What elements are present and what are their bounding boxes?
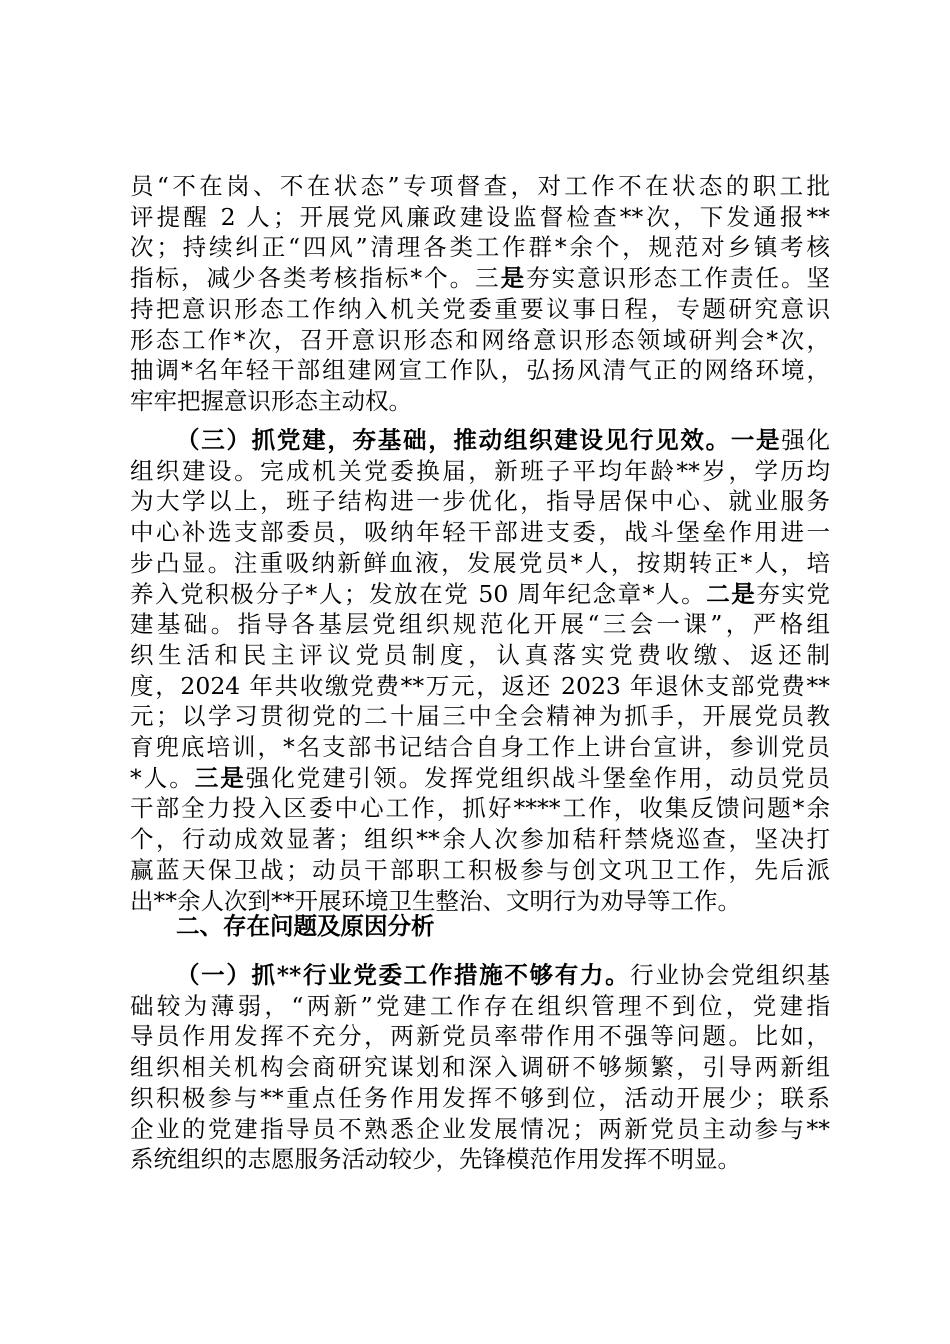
bold-text: 二是 bbox=[706, 579, 757, 608]
text-run: 抽调*名年轻干部组建网宣工作队，弘扬风清气正的网络环境， bbox=[130, 356, 830, 385]
text-run: 织生活和民主评议党员制度，认真落实党费收缴、返还制 bbox=[130, 640, 830, 669]
text-run: 夯实党 bbox=[756, 579, 831, 608]
text-line bbox=[130, 793, 830, 823]
text-run: 次；持续纠正“四风”清理各类工作群*余个，规范对乡镇考核 bbox=[130, 233, 830, 262]
text-line bbox=[130, 991, 830, 1021]
text-run: 中心补选支部委员，吸纳年轻干部进支委，战斗堡垒作用进一 bbox=[130, 518, 830, 547]
text-run: 行业协会党组织基 bbox=[630, 961, 831, 989]
text-line bbox=[130, 456, 830, 486]
text-run: 出**余人次到**开展环境卫生整治、文明行为劝导等工作。 bbox=[130, 886, 741, 915]
text-line bbox=[130, 1144, 830, 1174]
bold-text: （三）抓党建，夯基础，推动组织建设见行见效。一是 bbox=[176, 426, 782, 454]
section-heading-problems: 二、存在问题及原因分析 bbox=[176, 912, 435, 940]
text-run: 步凸显。注重吸纳新鲜血液，发展党员*人，按期转正*人，培 bbox=[130, 548, 830, 577]
text-line bbox=[130, 294, 830, 324]
text-run: 牢牢把握意识形态主动权。 bbox=[130, 386, 412, 415]
text-line bbox=[176, 425, 830, 455]
text-line bbox=[130, 1083, 830, 1113]
text-run: 养入党积极分子*人；发放在党 50 周年纪念章*人。 bbox=[130, 579, 707, 608]
text-run: 导员作用发挥不充分，两新党员率带作用不强等问题。比如， bbox=[130, 1022, 830, 1051]
text-line bbox=[130, 325, 830, 355]
text-line bbox=[130, 486, 830, 516]
text-line bbox=[130, 232, 830, 262]
bold-text: （一）抓**行业党委工作措施不够有力。 bbox=[176, 961, 631, 989]
text-run: 织积极参与**重点任务作用发挥不够到位，活动开展少；联系 bbox=[130, 1083, 830, 1112]
bold-text: 三是 bbox=[194, 763, 246, 792]
text-run: 础较为薄弱，“两新”党建工作存在组织管理不到位，党建指 bbox=[130, 991, 830, 1020]
text-run: 为大学以上，班子结构进一步优化，指导居保中心、就业服务 bbox=[130, 487, 830, 516]
text-run: 夯实意识形态工作责任。坚 bbox=[526, 264, 831, 293]
text-run: 企业的党建指导员不熟悉企业发展情况；两新党员主动参与** bbox=[130, 1114, 830, 1143]
text-line bbox=[130, 517, 830, 547]
text-line bbox=[130, 1114, 830, 1144]
text-line bbox=[130, 671, 830, 701]
bold-text: 是 bbox=[500, 264, 527, 293]
text-run: 员“不在岗、不在状态”专项督查，对工作不在状态的职工批 bbox=[130, 172, 830, 200]
text-run: *人。 bbox=[130, 763, 195, 792]
text-line bbox=[130, 640, 830, 670]
text-line bbox=[130, 701, 830, 731]
text-line bbox=[130, 1021, 830, 1051]
text-run: 度，2024 年共收缴党费**万元，返还 2023 年退休支部党费** bbox=[130, 671, 830, 700]
text-run: 组织建设。完成机关党委换届，新班子平均年龄**岁，学历均 bbox=[130, 456, 830, 485]
text-line bbox=[130, 171, 830, 201]
text-run: 指标，减少各类考核指标*个。三 bbox=[130, 264, 501, 293]
text-run: 赢蓝天保卫战；动员干部职工积极参与创文巩卫工作，先后派 bbox=[130, 855, 830, 884]
text-line bbox=[176, 960, 830, 990]
text-line bbox=[130, 1052, 830, 1082]
text-run: 强化 bbox=[781, 426, 831, 454]
text-run: 育兜底培训，*名支部书记结合自身工作上讲台宣讲，参训党员 bbox=[130, 733, 830, 761]
text-run: 个，行动成效显著；组织**余人次参加秸秆禁烧巡查，坚决打 bbox=[130, 825, 830, 854]
text-run: 干部全力投入区委中心工作，抓好****工作，收集反馈问题*余 bbox=[130, 794, 830, 823]
text-line bbox=[130, 609, 830, 639]
text-line bbox=[130, 202, 830, 232]
text-line bbox=[130, 386, 830, 416]
text-run: 持把意识形态工作纳入机关党委重要议事日程，专题研究意识 bbox=[130, 294, 830, 323]
text-line bbox=[130, 763, 830, 793]
text-line bbox=[130, 548, 830, 578]
text-run: 组织相关机构会商研究谋划和深入调研不够频繁，引导两新组 bbox=[130, 1053, 830, 1082]
text-line bbox=[130, 579, 830, 609]
text-run: 形态工作*次，召开意识形态和网络意识形态领域研判会*次， bbox=[130, 325, 830, 354]
text-line bbox=[130, 732, 830, 762]
text-run: 元；以学习贯彻党的二十届三中全会精神为抓手，开展党员教 bbox=[130, 702, 830, 731]
text-line bbox=[130, 263, 830, 293]
text-line bbox=[130, 855, 830, 885]
text-line bbox=[130, 355, 830, 385]
text-line bbox=[130, 824, 830, 854]
text-run: 评提醒 2 人；开展党风廉政建设监督检查**次，下发通报** bbox=[130, 202, 830, 231]
text-run: 强化党建引领。发挥党组织战斗堡垒作用，动员党员 bbox=[245, 763, 831, 792]
text-run: 建基础。指导各基层党组织规范化开展“三会一课”，严格组 bbox=[130, 610, 830, 639]
text-run: 系统组织的志愿服务活动较少，先锋模范作用发挥不明显。 bbox=[130, 1145, 741, 1174]
